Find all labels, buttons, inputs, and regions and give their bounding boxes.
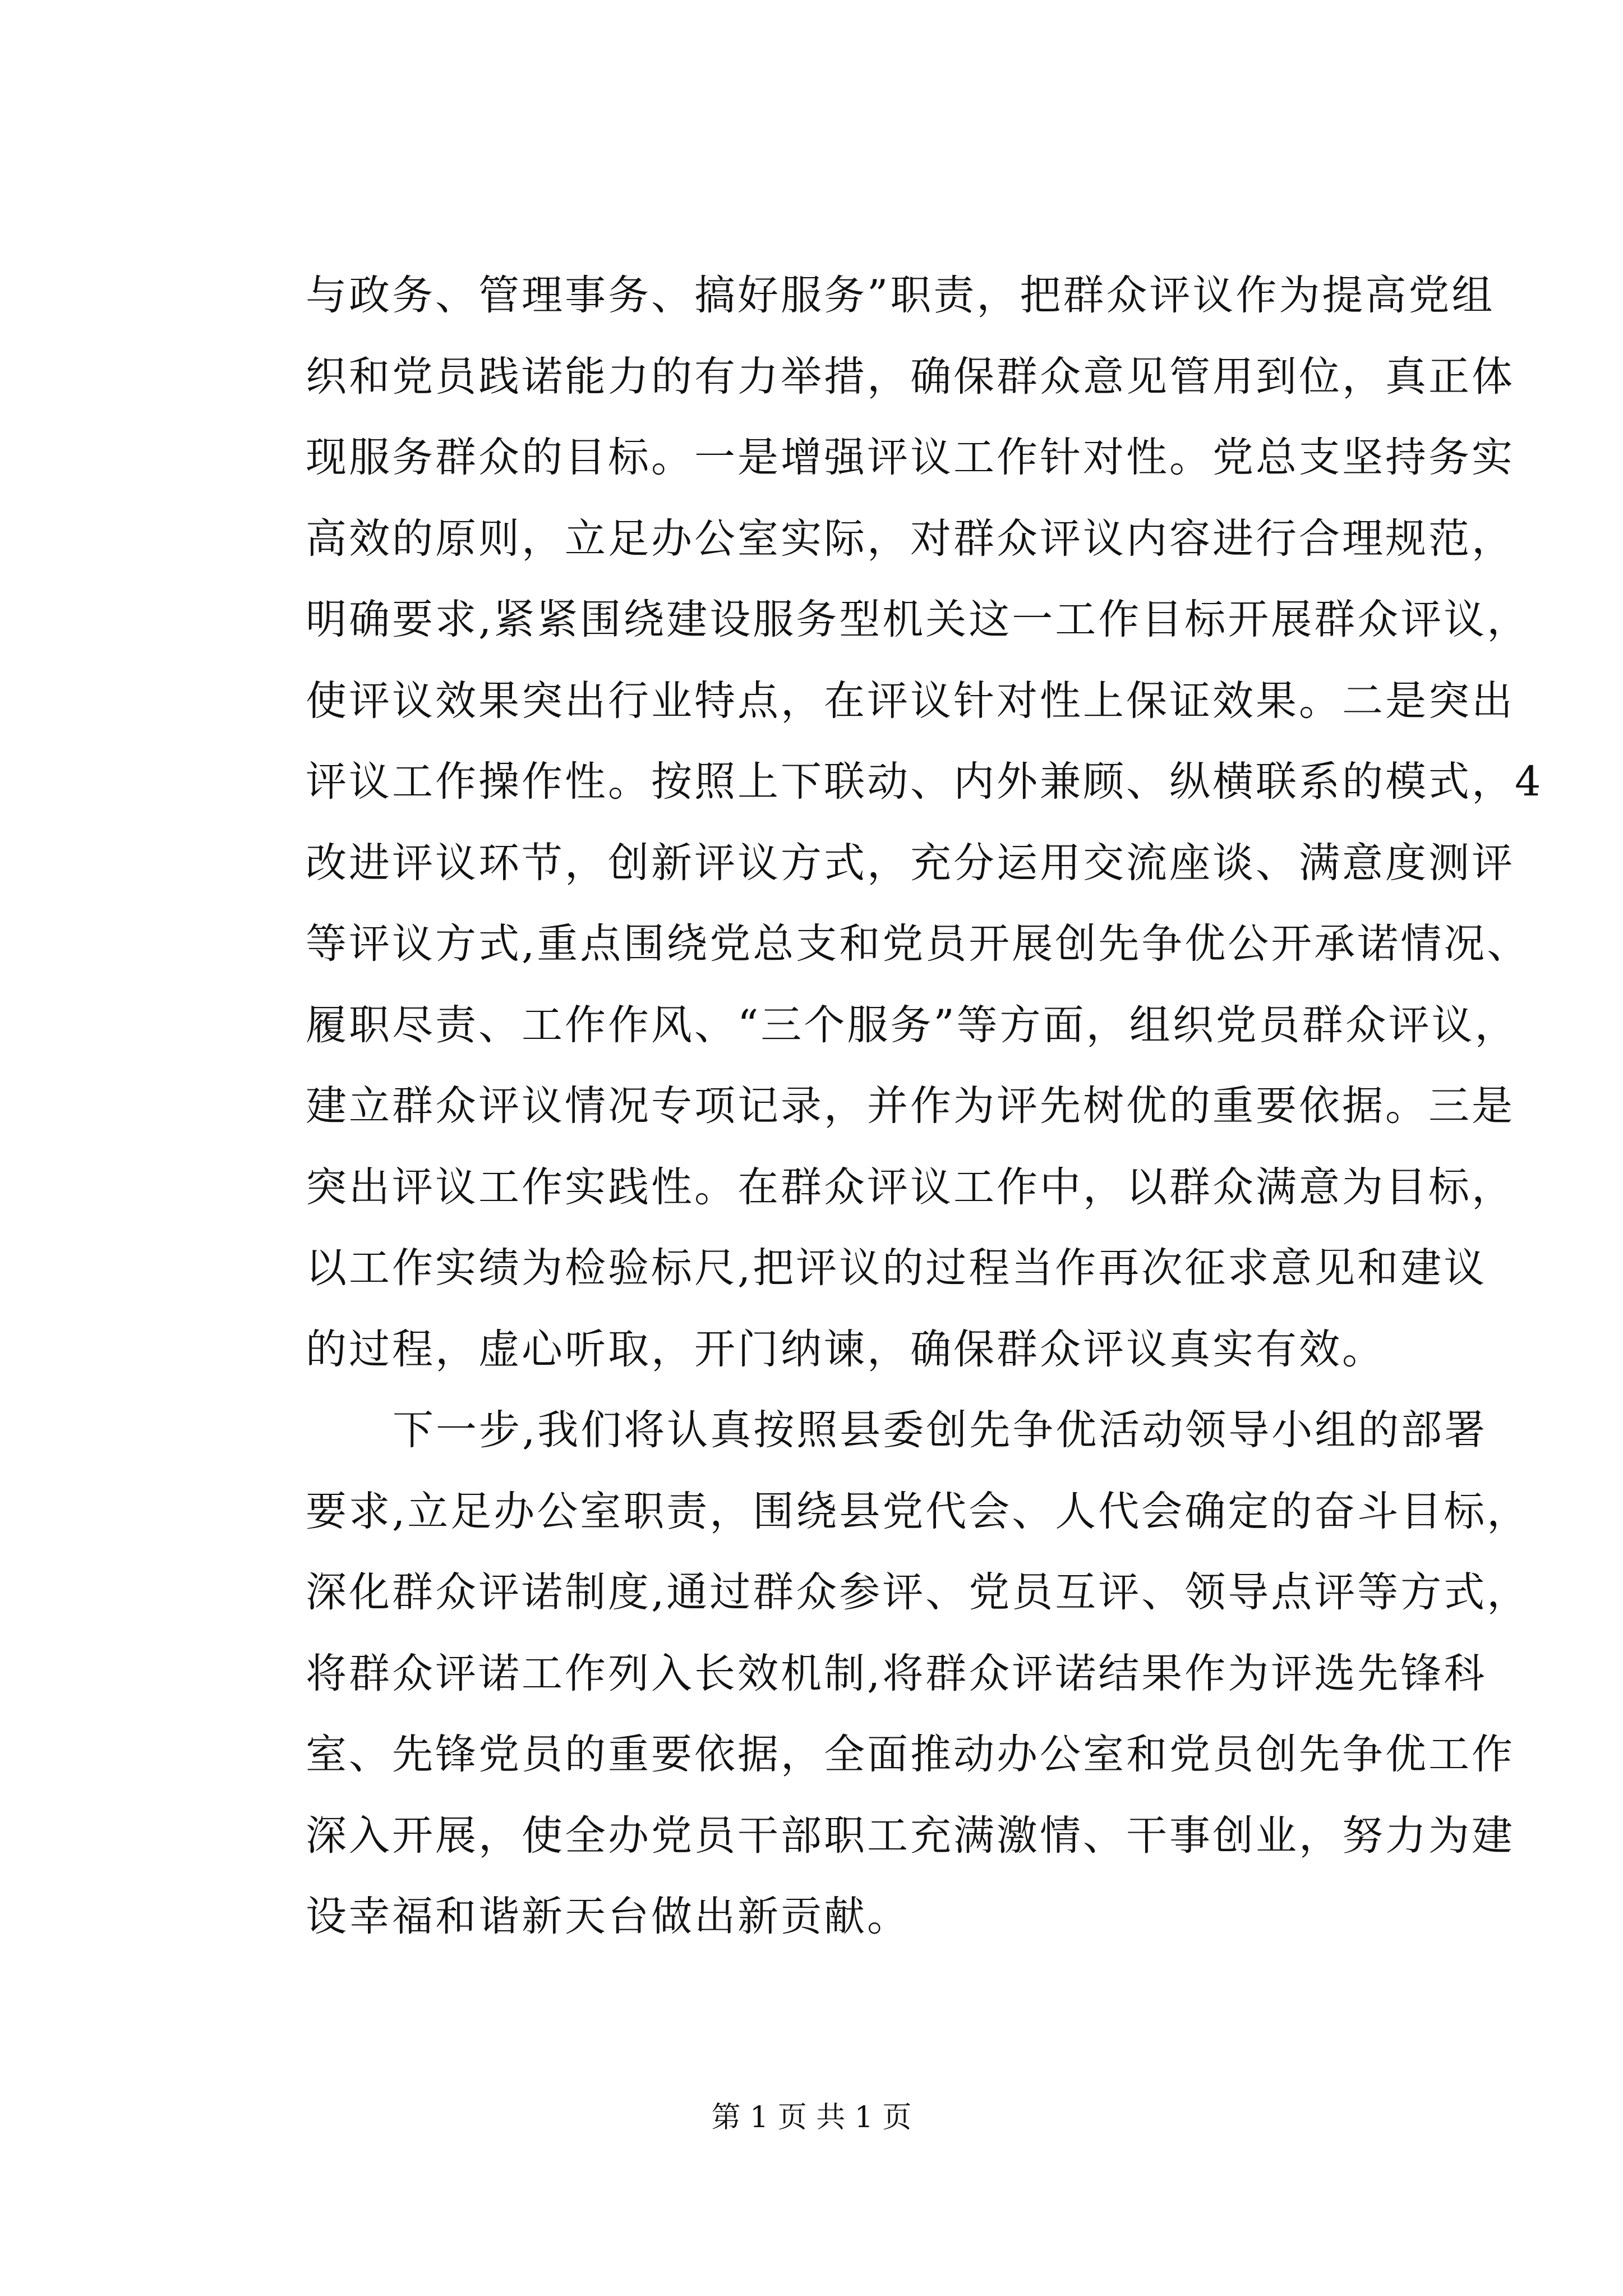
text-line: 室、先锋党员的重要依据，全面推动办公室和党员创先争优工作 — [306, 1731, 1515, 1778]
text-line: 与政务、管理事务、搞好服务”职责，把群众评议作为提高党组 — [306, 272, 1495, 319]
text-line: 设幸福和谐新天台做出新贡献。 — [306, 1893, 910, 1940]
text-line: 将群众评诺工作列入长效机制,将群众评诺结果作为评选先锋科 — [306, 1649, 1487, 1697]
text-line: 建立群众评议情况专项记录，并作为评先树优的重要依据。三是 — [306, 1082, 1515, 1130]
text-line: 深化群众评诺制度,通过群众参评、党员互评、领导点评等方式， — [306, 1568, 1530, 1616]
text-line: 要求,立足办公室职责，围绕县党代会、人代会确定的奋斗目标， — [306, 1487, 1530, 1535]
body-text — [306, 255, 1543, 1958]
page-number-footer: 第 1 页 共 1 页 — [711, 2101, 912, 2134]
text-line: 等评议方式,重点围绕党总支和党员开展创先争优公开承诺情况、 — [306, 920, 1530, 968]
text-line: 织和党员践诺能力的有力举措，确保群众意见管用到位，真正体 — [306, 352, 1515, 401]
text-line: 明确要求,紧紧围绕建设服务型机关这一工作目标开展群众评议， — [306, 596, 1530, 643]
text-line: 高效的原则，立足办公室实际，对群众评议内容进行合理规范， — [306, 514, 1515, 563]
text-line: 突出评议工作实践性。在群众评议工作中，以群众满意为目标， — [306, 1163, 1515, 1211]
text-line: 改进评议环节，创新评议方式，充分运用交流座谈、满意度测评 — [306, 839, 1515, 887]
text-line: 现服务群众的目标。一是增强评议工作针对性。党总支坚持务实 — [306, 434, 1515, 481]
text-line: 履职尽责、工作作风、“三个服务”等方面，组织党员群众评议， — [306, 1001, 1518, 1049]
text-line: 评议工作操作性。按照上下联动、内外兼顾、纵横联系的模式，4 — [306, 758, 1543, 806]
text-line: 使评议效果突出行业特点，在评议针对性上保证效果。二是突出 — [306, 677, 1515, 725]
text-line: 的过程，虚心听取，开门纳谏，确保群众评议真实有效。 — [306, 1325, 1385, 1373]
text-line: 下一步,我们将认真按照县委创先争优活动领导小组的部署 — [393, 1406, 1488, 1454]
text-line: 以工作实绩为检验标尺,把评议的过程当作再次征求意见和建议 — [306, 1244, 1487, 1292]
text-line: 深入开展，使全办党员干部职工充满激情、干事创业，努力为建 — [306, 1811, 1515, 1860]
